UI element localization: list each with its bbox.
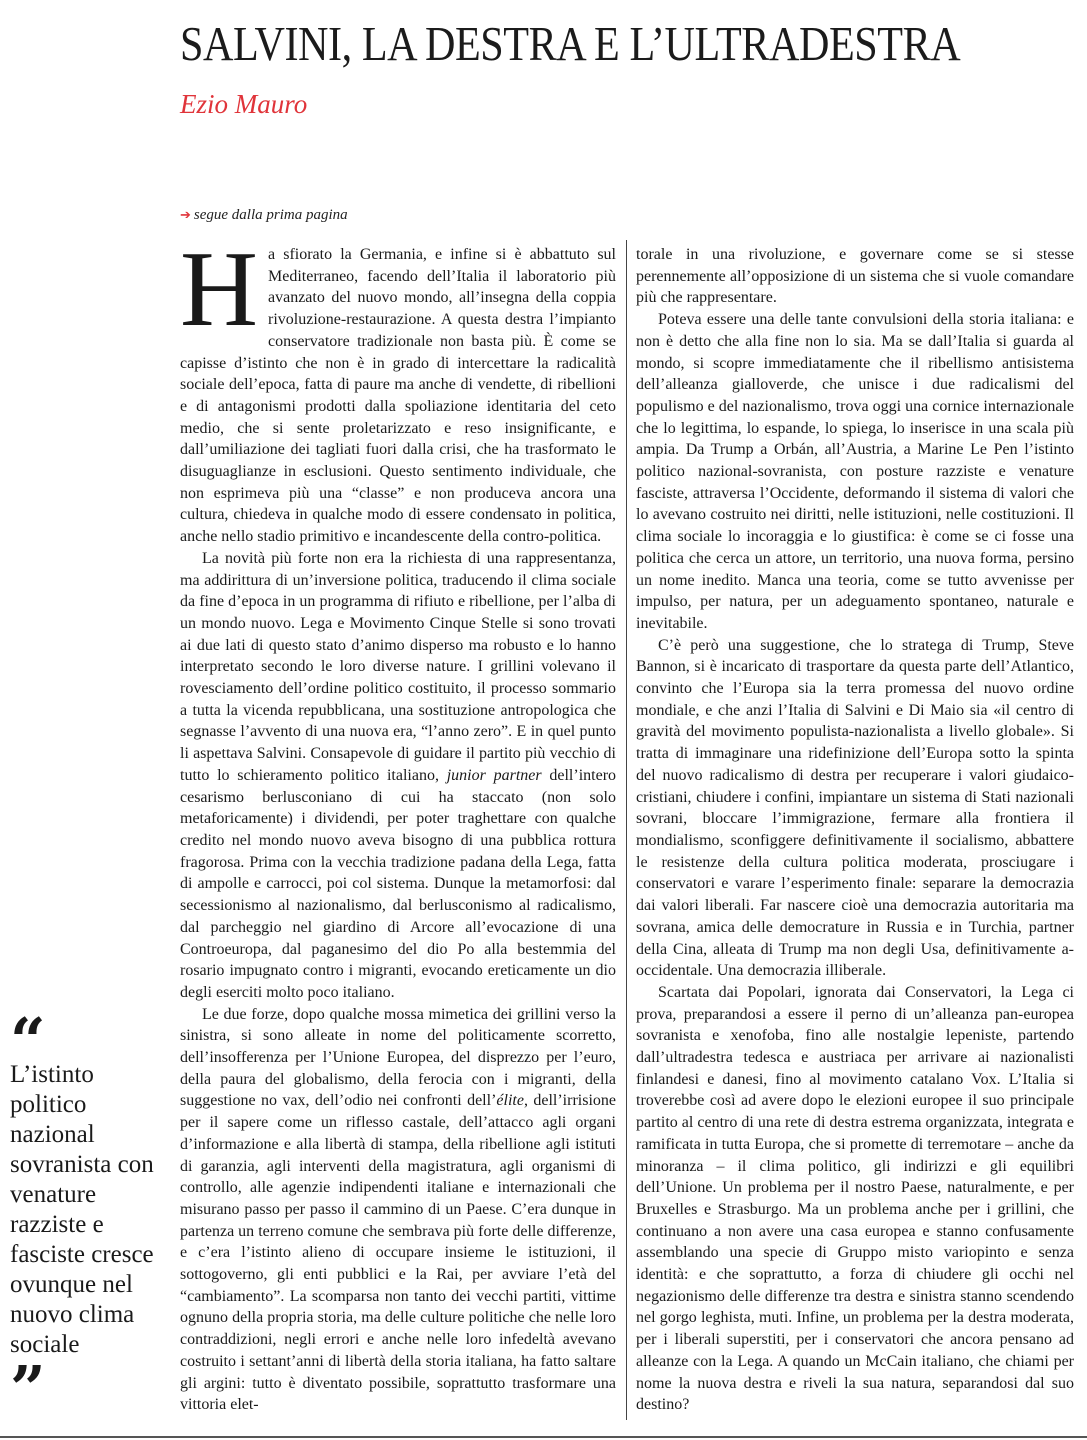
- paragraph-2: La novità più forte non era la richiesta di una rappresentanza, ma addirittura di un’inversione politica, traducendo il clima sociale da fine d’epoca in un programma di rifiuto e ribellione, per l’alba di un mondo nuovo. Lega e Movimento Cinque Stelle si sono trovati ai due lati di questo stato d’animo disperso ma robusto e lo hanno interpretato secondo le loro diverse nature. I grillini volevano il rovesciamento dell’ordine politico costituito, il processo sommario a tutta la vicenda repubblicana, una sostituzione antropologica che segnasse l’avvento di una nuova era, “l’anno zero”. E in quel punto li aspettava Salvini. Consapevole di guidare il partito più vecchio di tutto lo schieramento politico italiano, junior partner dell’intero cesarismo berlusconiano di cui ha staccato (non solo metaforicamente) i dividendi, per poter traghettare con qualche credito nel mondo nuovo aveva bisogno di una pubblica rottura fragorosa. Prima con la vecchia tradizione padana della Lega, fatta di ampolle e carrocci, poi col sistema. Dunque la metamorfosi: dal secessionismo al nazionalismo, dal berlusconismo al radicalismo, dal parcheggio nel giardino di Arcore all’evocazione di una Controeuropa, dal paganesimo del dio Po alla bestemmia del rosario impugnato contro i migranti, evocando ereticamente un dio degli eserciti molto poco italiano.: [180, 549, 617, 1001]
- close-quote-icon: ”: [10, 1352, 46, 1425]
- paragraph-1: Ha sfiorato la Germania, e infine si è abbattuto sul Mediterraneo, facendo dell’Italia il laboratorio più avanzato del nuovo mondo, all’insegna della coppia rivoluzione-restaurazione. A questa destra l’impianto conservatore tradizionale non basta più. È come se capisse d’istinto che non è in grado di intercettare la radicalità sociale dell’epoca, fatta di paure ma anche di vendette, di ribellioni e di antagonismi prodotti dalla spoliazione identitaria del ceto medio, che si sente proletarizzato e reso insignificante, e dall’umiliazione dei tagliati fuori dalla crisi, che ha trasformato le disuguaglianze in esclusioni. Questo sentimento individuale, che non esprimeva più una “classe” e non produceva ancora una cultura, chiedeva in qualche modo di essere condensato in politica, anche nello stadio primitivo e incandescente della contro-politica.: [180, 230, 616, 546]
- pull-quote-text: L’istinto politico nazional sovranista con venature razziste e fasciste cresce ovunque nel nuovo clima sociale: [10, 1061, 154, 1358]
- pull-quote: [10, 1004, 170, 1425]
- article-column-left: [180, 230, 617, 1416]
- open-quote-icon: “: [10, 1004, 46, 1077]
- paragraph-6: Scartata dai Popolari, ignorata dai Conservatori, la Lega ci prova, preparandosi a essere il perno di un’alleanza pan-europea sovranista e xenofoba, fino alle nostalgie lepeniste, partendo dall’ultradestra tedesca e austriaca per arrivare ai nazionalisti finlandesi e danesi, fino al movimento catalano Vox. L’Italia si troverebbe così ad avere dopo le elezioni europee il suo principale partito al centro di una rete di destra estrema organizzata, integrata e ramificata in tutta Europa, che si promette di terremotare – anche da minoranza – il clima politico, gli indirizzi e gli equilibri dell’Unione. Un problema per il nostro Paese, naturalmente, e per Bruxelles e Strasburgo. Ma un problema anche per i grillini, che continuano a non avere una casa europea e stanno confusamente assemblando una specie di Gruppo misto variopinto e senza identità: e che soprattutto, a forza di chiudere gli occhi nel negazionismo delle differenze tra destra e sinistra stanno scendendo nel gorgo leghista, muti. Infine, un problema per la destra moderata, per i liberali superstiti, per i conservatori che ancora pensano ad alleanze con la Lega. A quando un McCain italiano, che chiami per nome la nuova destra e riveli la sua natura, separandosi dal suo destino?: [636, 983, 1074, 1414]
- drop-cap: H: [180, 230, 258, 349]
- arrow-icon: ➔: [180, 207, 191, 222]
- italic-term: élite: [496, 1092, 524, 1110]
- italic-term: junior partner: [446, 766, 542, 784]
- author-byline: Ezio Mauro: [180, 89, 308, 119]
- paragraph-5: C’è però una suggestione, che lo stratega di Trump, Steve Bannon, si è incaricato di trasportare da questa parte dell’Atlantico, convinto che l’Europa sia la terra promessa del nuovo ordine mondiale, e che anzi l’Italia di Salvini e Di Maio sia «il centro di gravità del movimento populista-nazionalista a livello globale». Si tratta di immaginare una ridefinizione dell’Europa sotto la spinta del nuovo radicalismo di destra per recuperare i valori giudaico-cristiani, chiudere i confini, impiantare un sistema di Stati nazionali sovrani, bloccare l’immigrazione, fermare alla frontiera il mondialismo, sconfiggere definitivamente il socialismo, abbattere le resistenze della cultura politica moderata, prosciugare i conservatori e varare l’esperimento finale: separare la democrazia dai valori liberali. Far nascere cioè una democrazia autoritaria ma sovrana, amica delle democrature in Russia e in Turchia, partner della Cina, alleata di Trump ma non degli Usa, definitivamente a-occidentale. Una democrazia illiberale.: [636, 636, 1074, 980]
- article-headline: SALVINI, LA DESTRA E L’ULTRADESTRA: [180, 16, 961, 71]
- paragraph-continued: torale in una rivoluzione, e governare come se si stesse perennemente all’opposizione di un sistema che si vuole comandare più che rappresentare.: [636, 246, 1074, 307]
- paragraph-4: Poteva essere una delle tante convulsioni della storia italiana: e non è detto che alla fine non lo sia. Ma se dall’Italia si guarda al mondo, si scopre immediatamente che il ribellismo antisistema dell’alleanza gialloverde, che unisce i due radicalismi del populismo e del nazionalismo, trova oggi una cornice internazionale che lo legittima, lo espande, lo spiega, lo inserisce in una scala più ampia. Da Trump a Orbán, all’Austria, a Marine Le Pen l’istinto politico nazional-sovranista, con posture razziste e venature fasciste, attraversa l’Occidente, deformando il sistema di valori che lo avevano costruito nei diritti, nelle istituzioni, nelle costituzioni. Il clima sociale lo incoraggia e lo giustifica: è come se ci fosse una politica che cerca un attore, un territorio, una nuova forma, persino un nome inedito. Manca una teoria, come se tutto avvenisse per impulso, per natura, per un adeguamento spontaneo, naturale e inevitabile.: [636, 311, 1074, 632]
- column-divider: [626, 240, 627, 1420]
- paragraph-3: Le due forze, dopo qualche mossa mimetica dei grillini verso la sinistra, si sono alleate in nome del politicamente scorretto, dell’insofferenza per l’Unione Europea, del disprezzo per l’euro, della paura del globalismo, della ferocia con i migranti, della suggestione no vax, dell’odio nei confronti dell’élite, dell’irrisione per il sapere come un riflesso castale, dell’attacco agli organi d’informazione e alla libertà di stampa, della ribellione agli istituti di garanzia, agli interventi della magistratura, agli organismi di controllo, alle agenzie indipendenti italiane e internazionali che misurano passo per passo il cammino di un Paese. C’era dunque in partenza un terreno comune che sembrava più forte delle differenze, e c’era l’istinto alieno di occupare insieme le istituzioni, il sottogoverno, gli enti pubblici e la Rai, per avviare l’età del “cambiamento”. La scomparsa non tanto dei vecchi partiti, vittime ognuno della propria storia, ma delle culture politiche che nelle loro contraddizioni, negli errori e anche nelle loro infedeltà avevano costruito i settant’anni di libertà della storia italiana, ha fatto saltare gli argini: tutto è diventato possibile, soprattutto trasformare una vittoria elet-: [180, 1005, 617, 1414]
- bottom-rule: [0, 1436, 1087, 1438]
- continuation-note: [180, 204, 348, 226]
- continuation-text: segue dalla prima pagina: [193, 207, 348, 223]
- article-column-right: [636, 244, 1074, 1416]
